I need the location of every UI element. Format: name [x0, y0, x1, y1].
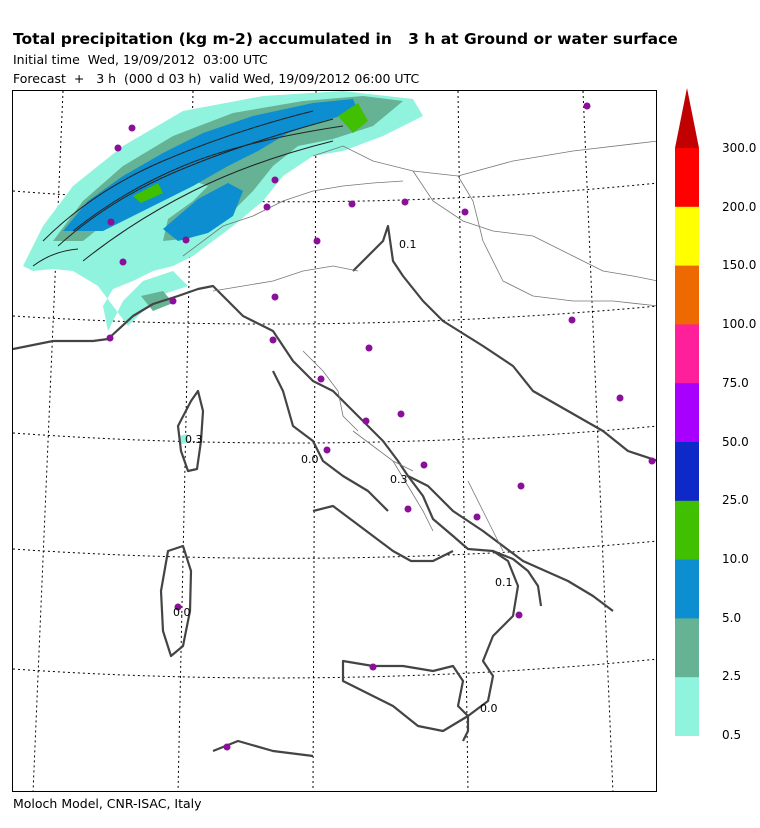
colorbar-segment: [675, 501, 699, 560]
colorbar-label: 100.0: [722, 317, 757, 332]
value-label: 0.1: [495, 576, 513, 589]
city-marker: [224, 744, 231, 751]
colorbar-segment: [675, 618, 699, 677]
colorbar-segment: [675, 324, 699, 383]
city-marker: [363, 418, 370, 425]
city-marker: [370, 664, 377, 671]
colorbar-segment: [675, 560, 699, 619]
value-label: 0.0: [173, 606, 191, 619]
initial-time-text: Initial time Wed, 19/09/2012 03:00 UTC: [13, 52, 268, 67]
model-credit: Moloch Model, CNR-ISAC, Italy: [13, 796, 202, 811]
city-marker: [349, 201, 356, 208]
city-marker: [272, 294, 279, 301]
chart-title: Total precipitation (kg m-2) accumulated in 3 h at Ground or water surface: [13, 30, 678, 48]
colorbar-segment: [675, 383, 699, 442]
city-marker: [584, 103, 591, 110]
colorbar-label: 50.0: [722, 434, 749, 449]
colorbar-segments: [675, 148, 699, 736]
value-label: 0.0: [301, 453, 319, 466]
city-marker: [462, 209, 469, 216]
colorbar: [675, 88, 699, 736]
colorbar-segment: [675, 148, 699, 207]
colorbar-segment: [675, 677, 699, 736]
colorbar-label: 75.0: [722, 375, 749, 390]
colorbar-label: 200.0: [722, 199, 757, 214]
city-marker: [183, 237, 190, 244]
colorbar-top-arrow: [675, 88, 699, 148]
city-marker: [264, 204, 271, 211]
forecast-time-text: Forecast + 3 h (000 d 03 h) valid Wed, 19/09/2012 06:00 UTC: [13, 71, 420, 86]
city-marker: [649, 458, 656, 465]
colorbar-segment: [675, 207, 699, 266]
colorbar-label: 0.5: [722, 728, 742, 742]
colorbar-label: 2.5: [722, 669, 742, 684]
colorbar-label: 10.0: [722, 551, 749, 566]
value-label: 0.3: [390, 473, 408, 486]
city-marker: [314, 238, 321, 245]
city-marker: [405, 506, 412, 513]
city-marker: [398, 411, 405, 418]
city-marker: [129, 125, 136, 132]
precipitation-map: [12, 90, 657, 792]
city-marker: [421, 462, 428, 469]
city-marker: [324, 447, 331, 454]
city-marker: [474, 514, 481, 521]
city-marker: [115, 145, 122, 152]
colorbar-segment: [675, 266, 699, 325]
city-marker: [516, 612, 523, 619]
colorbar-label: 300.0: [722, 141, 757, 155]
city-marker: [170, 298, 177, 305]
city-marker: [402, 199, 409, 206]
city-marker: [108, 219, 115, 226]
colorbar-segment: [675, 442, 699, 501]
value-label: 0.3: [185, 433, 203, 446]
city-marker: [617, 395, 624, 402]
value-label: 0.1: [399, 238, 417, 251]
precipitation-areas: [23, 91, 423, 444]
city-marker: [569, 317, 576, 324]
city-marker: [318, 376, 325, 383]
value-label: 0.0: [480, 702, 498, 715]
city-marker: [270, 337, 277, 344]
city-marker: [366, 345, 373, 352]
colorbar-label: 150.0: [722, 258, 757, 273]
city-marker: [272, 177, 279, 184]
city-marker: [107, 335, 114, 342]
city-marker: [518, 483, 525, 490]
colorbar-label: 25.0: [722, 493, 749, 508]
city-marker: [120, 259, 127, 266]
colorbar-label: 5.0: [722, 610, 742, 625]
